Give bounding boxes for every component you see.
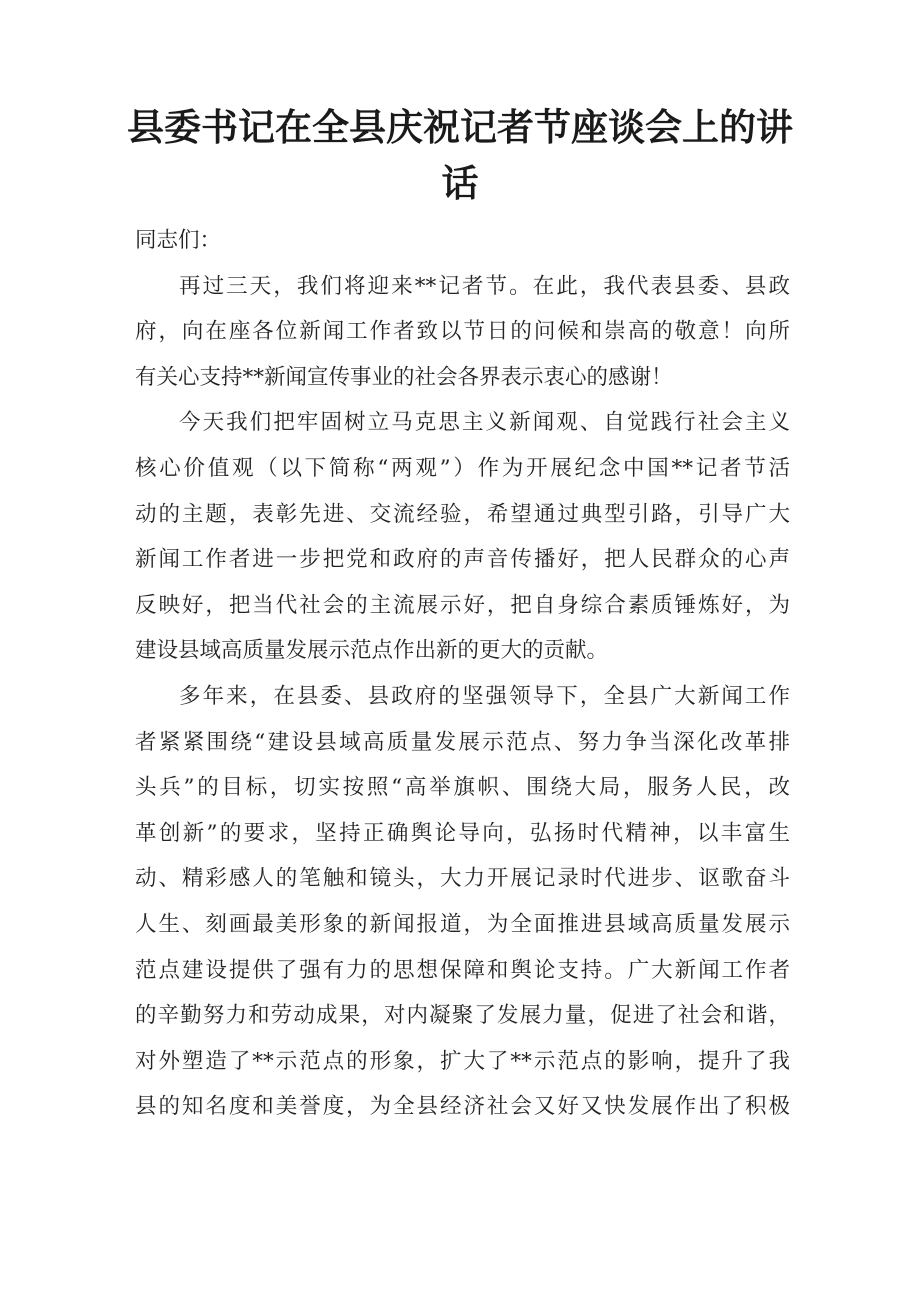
text-line: 新闻工作者进一步把党和政府的声音传播好，把人民群众的心声 bbox=[135, 547, 790, 573]
text-line: 对外塑造了**示范点的形象，扩大了**示范点的影响，提升了我 bbox=[135, 1048, 790, 1074]
text-line: 动的主题，表彰先进、交流经验，希望通过典型引路，引导广大 bbox=[135, 501, 790, 527]
paragraph-lines bbox=[135, 264, 790, 1130]
text-line: 核心价值观（以下简称“两观”）作为开展纪念中国**记者节活 bbox=[135, 455, 790, 481]
document-body bbox=[135, 218, 790, 1130]
text-line: 动、精彩感人的笔触和镜头，大力开展记录时代进步、讴歌奋斗 bbox=[135, 866, 790, 892]
document-title: 县委书记在全县庆祝记者节座谈会上的讲话 bbox=[127, 106, 793, 205]
salutation: 同志们： bbox=[135, 228, 222, 253]
text-line: 建设县域高质量发展示范点作出新的更大的贡献。 bbox=[135, 638, 609, 664]
text-line: 多年来，在县委、县政府的坚强领导下，全县广大新闻工作 bbox=[179, 683, 790, 709]
text-line: 今天我们把牢固树立马克思主义新闻观、自觉践行社会主义 bbox=[179, 410, 790, 436]
text-line: 者紧紧围绕“建设县域高质量发展示范点、努力争当深化改革排 bbox=[135, 729, 790, 755]
text-line: 头兵”的目标，切实按照“高举旗帜、围绕大局，服务人民，改 bbox=[135, 775, 790, 801]
text-line: 革创新”的要求，坚持正确舆论导向，弘扬时代精神，以丰富生 bbox=[135, 820, 790, 846]
text-line: 府，向在座各位新闻工作者致以节日的问候和崇高的敬意！向所 bbox=[135, 319, 790, 345]
text-line: 有关心支持**新闻宣传事业的社会各界表示衷心的感谢！ bbox=[135, 364, 673, 390]
text-line: 反映好，把当代社会的主流展示好，把自身综合素质锤炼好，为 bbox=[135, 592, 790, 618]
text-line: 范点建设提供了强有力的思想保障和舆论支持。广大新闻工作者 bbox=[135, 957, 790, 983]
text-line: 县的知名度和美誉度，为全县经济社会又好又快发展作出了积极 bbox=[135, 1094, 790, 1120]
text-line: 再过三天，我们将迎来**记者节。在此，我代表县委、县政 bbox=[179, 273, 790, 299]
text-line: 人生、刻画最美形象的新闻报道，为全面推进县域高质量发展示 bbox=[135, 911, 790, 937]
text-line: 的辛勤努力和劳动成果，对内凝聚了发展力量，促进了社会和谐， bbox=[135, 1003, 790, 1029]
